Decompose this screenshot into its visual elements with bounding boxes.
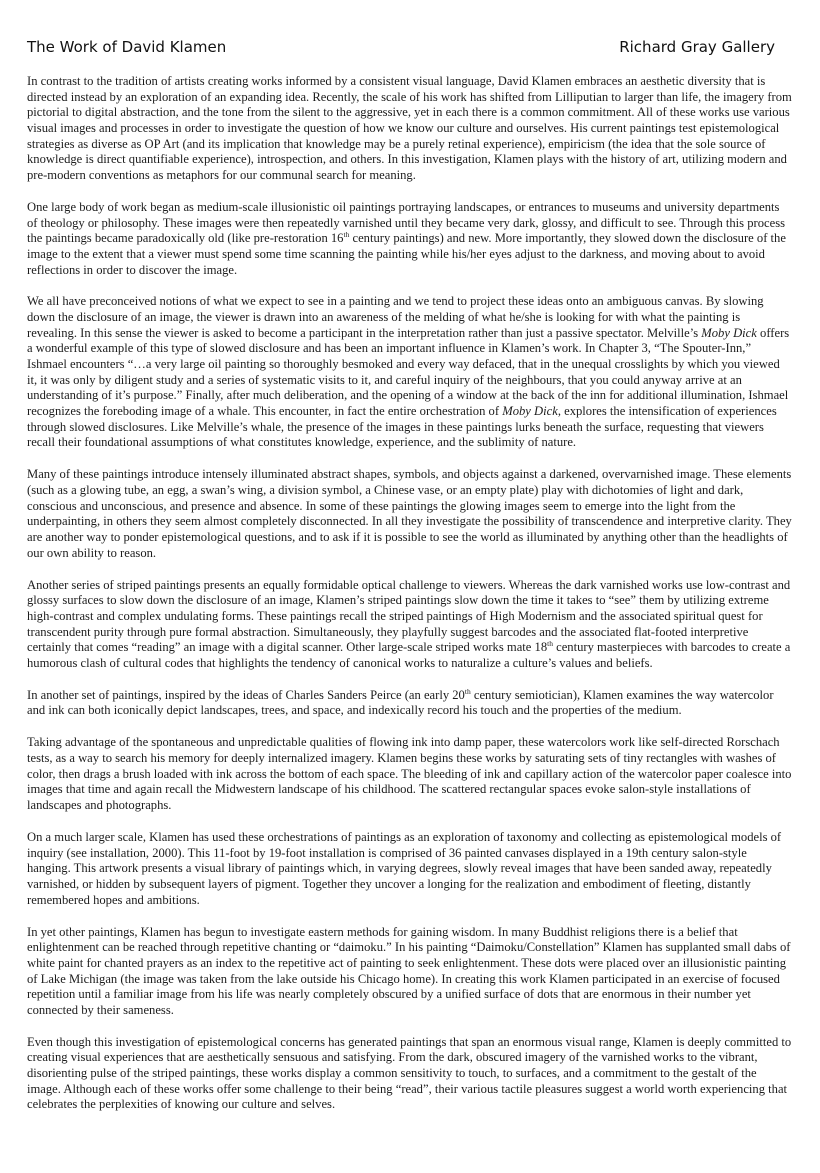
paragraph-text: Taking advantage of the spontaneous and unpredictable qualities of flowing ink into damp paper, these watercolors work like self-directed Rorschach tests, as a way to search his memory for deeply internalized imagery. Klamen begins these works by saturating sets of tiny rectangles with washes of color, then drags a brush loaded with ink across the bottom of each space. The bleeding of ink and capillary action of the watercolor paper coalesce into images that time and again recall the Midwestern landscape of his childhood. The scattered rectangular spaces evoke salon-style installations of landscapes and photographs. [27,735,792,813]
page-header [27,38,793,56]
paragraph-text: offers a wonderful example of this type of slowed disclosure and has been an important influence in Klamen’s work. In Chapter 3, “The Spouter-Inn,” Ishmael encounters “…a very large oil painting so thoroughly besmoked and every way defaced, that in the unequal crosslights by which you viewed it, it was only by diligent study and a series of systematic visits to it, and careful inquiry of the neighbours, that you could anyway arrive at an understanding of it’s purpose.” Finally, after much deliberation, and the opening of a window at the back of the inn for additional illumination, Ishmael recognizes the foreboding image of a whale. This encounter, in fact the entire orchestration of [27,325,790,419]
body-paragraph [27,294,793,451]
paragraph-text: Many of these paintings introduce intensely illuminated abstract shapes, symbols, and objects against a darkened, overvarnished image. These elements (such as a glowing tube, an egg, a swan’s wing, a division symbol, a Chinese vase, or an empty plate) play with dichotomies of light and dark, conscious and unconscious, and presence and absence. In some of these paintings the glowing images seem to emerge into the light from the underpainting, in others they seem almost completely disconnected. In all they investigate the possibility of transcendence and interpretive clarity. They are another way to ponder epistemological questions, and to ask if it is possible to see the world as illuminated by anything other than the headlights of our own ability to reason. [27,467,792,560]
body-paragraph [27,74,793,184]
body-paragraph [27,578,793,672]
italic-title: Moby Dick [701,325,757,340]
paragraph-text: Even though this investigation of epistemological concerns has generated paintings that span an enormous visual range, Klamen is deeply committed to creating visual experiences that are aesthetically sensuous and satisfying. From the dark, obscured imagery of the varnished works to the vibrant, disorienting pulse of the striped paintings, these works display a common sensitivity to touch, to surfaces, and a commitment to the gestalt of the image. Although each of these works offer some challenge to their being “read”, their various tactile pleasures suggest a world worth experiencing that celebrates the perplexities of knowing our culture and selves. [27,1034,792,1112]
document-title: The Work of David Klamen [27,38,227,56]
paragraph-text: In yet other paintings, Klamen has begun to investigate eastern methods for gaining wisdom. In many Buddhist religions there is a belief that enlightenment can be reached through repetitive chanting or “daimoku.” In his painting “Daimoku/Constellation” Klamen has supplanted small dabs of white paint for chanted prayers as an index to the repetitive act of painting to seek enlightenment. These dots were placed over an illusionistic painting of Lake Michigan (the image was taken from the lake outside his Chicago home). In creating this work Klamen participated in an exercise of focused repetition until a familiar image from his life was nearly completely obscured by a unified surface of dots that are enormous in their number yet connected by their sameness. [27,924,791,1017]
body-paragraph [27,467,793,561]
paragraph-text: Another series of striped paintings presents an equally formidable optical challenge to viewers. Whereas the dark varnished works use low-contrast and glossy surfaces to slow down the disclosure of an image, Klamen’s striped paintings slow down the time it takes to “see” them by utilizing extreme high-contrast and complex undulating forms. These paintings recall the striped paintings of High Modernism and the associated spiritual quest for transcendent purity through pure formal abstraction. Simultaneously, they playfully suggest barcodes and the associated flat-footed interpretive certainly that comes “reading” an image with a digital scanner. Other large-scale striped works mate 18 [27,577,791,655]
paragraph-text: century masterpieces with barcodes to create a humorous clash of cultural codes that highlights the tendency of canonical works to naturalize a culture’s values and beliefs. [27,640,791,670]
paragraph-text: In contrast to the tradition of artists creating works informed by a consistent visual language, David Klamen embraces an aesthetic diversity that is directed instead by an exploration of an expanding idea. Recently, the scale of his work has shifted from Lilliputian to larger than life, the imagery from pictorial to digital abstraction, and the tone from the silent to the aggressive, yet in each there is a common commitment. All of these works use various visual images and processes in order to investigate the question of how we know our culture and ourselves. His current paintings test epistemological strategies as diverse as OP Art (and its implication that knowledge may be a purely retinal experience), empiricism (the idea that the sole source of knowledge is direct quantifiable experience), introspection, and others. In this investigation, Klamen plays with the history of art, utilizing modern and pre-modern conventions as metaphors for our communal search for meaning. [27,74,792,182]
paragraph-text: We all have preconceived notions of what we expect to see in a painting and we tend to project these ideas onto an ambiguous canvas. By slowing down the disclosure of an image, the viewer is drawn into an awareness of the melding of what he/she is looking for with what the painting is revealing. In this sense the viewer is asked to become a participant in the interpretation rather than just a passive spectator. Melville’s [27,294,764,340]
body-paragraph [27,1035,793,1113]
ordinal-superscript: th [464,686,471,696]
gallery-name: Richard Gray Gallery [619,38,775,56]
document-body [27,74,793,1113]
paragraph-text: , explores the intensification of experiences through slowed disclosures. Like Melville’s whale, the presence of the images in these paintings lurks beneath the surface, requesting that viewers recall their foundational assumptions of what constitutes knowledge, experience, and the sublimity of nature. [27,404,777,450]
ordinal-superscript: th [343,230,350,240]
body-paragraph [27,830,793,908]
body-paragraph [27,925,793,1019]
italic-title: Moby Dick [502,404,558,419]
body-paragraph [27,200,793,278]
paragraph-text: In another set of paintings, inspired by the ideas of Charles Sanders Peirce (an early 20 [27,687,465,702]
ordinal-superscript: th [547,639,553,648]
body-paragraph [27,688,793,719]
paragraph-text: century semiotician), Klamen examines the way watercolor and ink can both iconically depict landscapes, trees, and space, and indexically record his touch and the properties of the medium. [27,687,774,718]
paragraph-text: century paintings) and new. More importantly, they slowed down the disclosure of the image to the extent that a viewer must spend some time scanning the painting while his/her eyes adjust to the darkness, and moving about to avoid reflections in order to discover the image. [27,231,786,277]
body-paragraph [27,735,793,813]
paragraph-text: One large body of work began as medium-scale illusionistic oil paintings portraying landscapes, or entrances to museums and university departments of theology or philosophy. These images were then repeatedly varnished until they became very dark, glossy, and difficult to see. Through this process the paintings became paradoxically old (like pre-restoration 16 [27,199,785,246]
paragraph-text: On a much larger scale, Klamen has used these orchestrations of paintings as an exploration of taxonomy and collecting as epistemological models of inquiry (see installation, 2000). This 11-foot by 19-foot installation is comprised of 36 painted canvases displayed in a 19th century salon-style hanging. This artwork presents a visual library of paintings which, in varying degrees, slowly reveal images that have been sanded away, repeatedly varnished, or hidden by subsequent layers of pigment. Together they uncover a longing for the realization and embodiment of fleeting, distantly remembered hopes and ambitions. [27,829,782,907]
